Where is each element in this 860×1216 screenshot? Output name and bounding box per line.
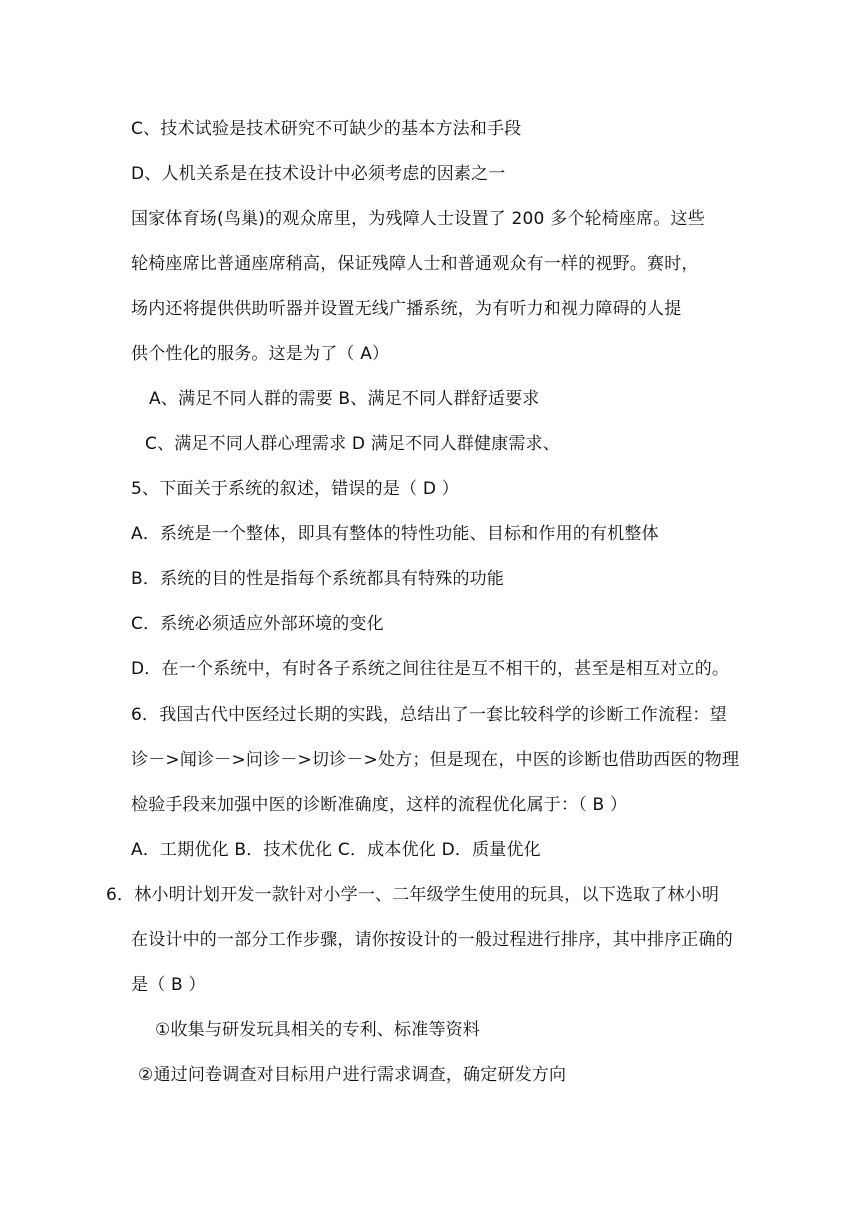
option-d-line: D、人机关系是在技术设计中必须考虑的因素之一	[131, 164, 506, 184]
question-5-option-a: A．系统是一个整体，即具有整体的特性功能、目标和作用的有机整体	[131, 524, 659, 544]
question-6-stem: 6．我国古代中医经过长期的实践，总结出了一套比较科学的诊断工作流程：望	[131, 705, 727, 725]
question-6b-stem: 在设计中的一部分工作步骤，请你按设计的一般过程进行排序，其中排序正确的	[131, 930, 733, 950]
question-stem-line: 供个性化的服务。这是为了（ A）	[131, 344, 390, 364]
option-c-line: C、技术试验是技术研究不可缺少的基本方法和手段	[131, 119, 522, 139]
question-5-option-b: B．系统的目的性是指每个系统都具有特殊的功能	[131, 569, 505, 589]
question-5-option-c: C．系统必须适应外部环境的变化	[131, 614, 384, 634]
step-1-item: ①收集与研发玩具相关的专利、标准等资料	[155, 1020, 481, 1040]
question-6-stem: 检验手段来加强中医的诊断准确度，这样的流程优化属于：（ B ）	[131, 795, 628, 815]
answer-options-line: C、满足不同人群心理需求 D 满足不同人群健康需求、	[145, 434, 560, 454]
question-6-stem: 诊－>闻诊－>问诊－>切诊－>处方；但是现在，中医的诊断也借助西医的物理	[131, 750, 740, 770]
question-stem-line: 场内还将提供供助听器并设置无线广播系统，为有听力和视力障碍的人提	[131, 299, 682, 319]
question-stem-line: 国家体育场(鸟巢)的观众席里，为残障人士设置了 200 多个轮椅座席。这些	[131, 209, 705, 229]
question-6b-stem: 6．林小明计划开发一款针对小学一、二年级学生使用的玩具，以下选取了林小明	[106, 885, 720, 905]
step-2-item: ②通过问卷调查对目标用户进行需求调查，确定研发方向	[138, 1065, 567, 1085]
question-6-options: A．工期优化 B．技术优化 C．成本优化 D．质量优化	[131, 840, 541, 860]
question-stem-line: 轮椅座席比普通座席稍高，保证残障人士和普通观众有一样的视野。赛时，	[131, 254, 699, 274]
question-5-option-d: D．在一个系统中，有时各子系统之间往往是互不相干的，甚至是相互对立的。	[131, 659, 730, 679]
question-5-stem: 5、下面关于系统的叙述，错误的是（ D ）	[131, 479, 459, 499]
answer-options-line: A、满足不同人群的需要 B、满足不同人群舒适要求	[149, 389, 540, 409]
question-6b-stem: 是（ B ）	[131, 975, 206, 995]
